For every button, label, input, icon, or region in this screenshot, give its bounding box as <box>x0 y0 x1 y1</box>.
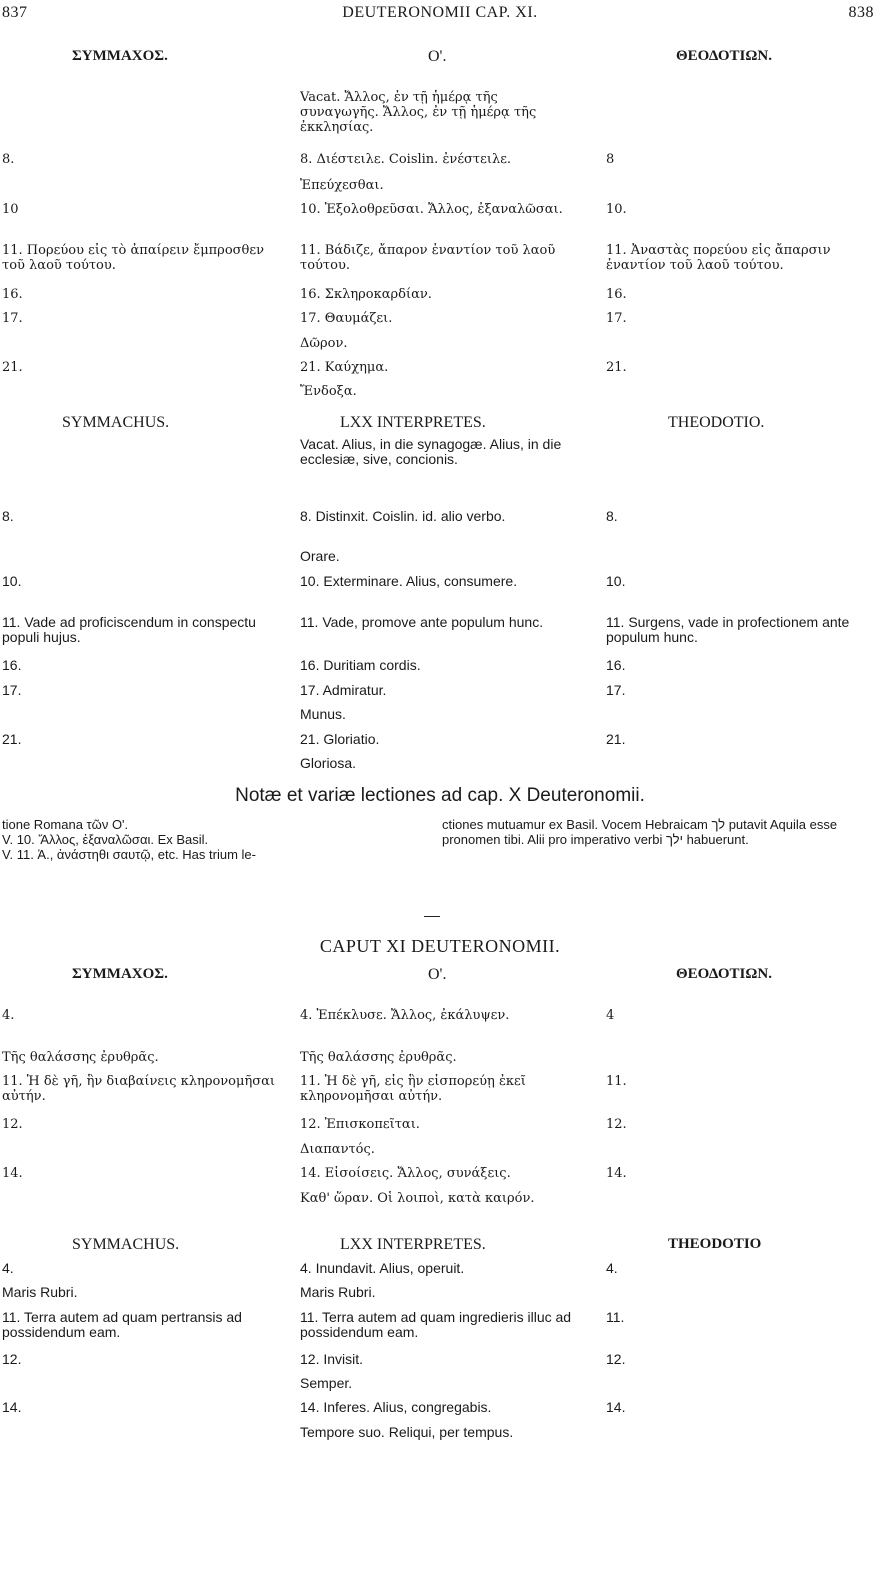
lxx-cell: 4. Inundavit. Alius, operuit. <box>300 1260 465 1276</box>
symmachus-cell: 8. <box>2 152 15 167</box>
theodotion-cell: 12. <box>606 1351 626 1367</box>
symmachus-cell: Τῆς θαλάσσης ἐρυθρᾶς. <box>2 1050 159 1065</box>
lxx-cell: 16. Σκληροκαρδίαν. <box>300 287 432 302</box>
notes-left-column: tione Romana τῶν Ο'. V. 10. Ἄλλος, ἐξαναλῶσαι. Ex Basil. V. 11. Ἀ., ἀνάστηθι σαυτῷ, etc. Has trium le- <box>2 817 256 862</box>
theodotion-cell: 4 <box>606 1008 615 1023</box>
symmachus-cell: 11. Vade ad proficiscendum in conspectu populi hujus. <box>2 614 256 645</box>
lxx-cell: 17. Θαυμάζει. <box>300 311 393 326</box>
symmachus-cell: 17. <box>2 682 22 698</box>
caput-title: CAPUT XI DEUTERONOMII. <box>319 936 561 956</box>
symmachus-cell: 17. <box>2 311 23 326</box>
theodotion-cell: 10. <box>606 202 627 217</box>
symmachus-cell: 4. <box>2 1008 15 1023</box>
symmachus-cell: 11. Ἡ δὲ γῆ, ἣν διαβαίνεις κληρονομῆσαι αὐτήν. <box>2 1074 275 1104</box>
symmachus-cell: 8. <box>2 508 14 524</box>
symmachus-cell: 11. Terra autem ad quam pertransis ad possidendum eam. <box>2 1309 242 1340</box>
theodotion-cell: 14. <box>606 1166 627 1181</box>
lxx-cell: Τῆς θαλάσσης ἐρυθρᾶς. <box>300 1050 457 1065</box>
notes-title: Notæ et variæ lectiones ad cap. X Deuteronomii. <box>235 785 645 806</box>
col-head-lxx-latin-xi: LXX INTERPRETES. <box>340 1236 486 1253</box>
theodotion-cell: 14. <box>606 1399 626 1415</box>
lxx-cell: 21. Καύχημα. <box>300 360 389 375</box>
col-head-symmachus-greek-xi: ΣΥΜΜΑΧΟΣ. <box>72 966 168 982</box>
lxx-cell: Tempore suo. Reliqui, per tempus. <box>300 1424 514 1440</box>
symmachus-cell: 11. Πορεύου εἰς τὸ ἀπαίρειν ἔμπροσθεν τοῦ λαοῦ τούτου. <box>2 243 264 273</box>
symmachus-cell: 16. <box>2 657 22 673</box>
lxx-cell: Semper. <box>300 1375 353 1391</box>
lxx-cell: 10. Exterminare. Alius, consumere. <box>300 573 518 589</box>
lxx-cell: 11. Vade, promove ante populum hunc. <box>300 614 544 630</box>
lxx-cell: Vacat. Alius, in die synagogæ. Alius, in die ecclesiæ, sive, concionis. <box>300 436 562 467</box>
lxx-cell: 14. Inferes. Alius, congregabis. <box>300 1399 492 1415</box>
page-number-left: 837 <box>2 4 28 21</box>
lxx-cell: 11. Ἡ δὲ γῆ, εἰς ἣν εἰσπορεύῃ ἐκεῖ κληρονομῆσαι αὐτήν. <box>300 1074 526 1104</box>
col-head-symmachus-latin: SYMMACHUS. <box>62 414 170 431</box>
lxx-cell: Ἔνδοξα. <box>300 384 357 399</box>
theodotion-cell: 11. <box>606 1074 627 1089</box>
col-head-symmachus-greek: ΣΥΜΜΑΧΟΣ. <box>72 48 168 64</box>
lxx-cell: 4. Ἐπέκλυσε. Ἄλλος, ἐκάλυψεν. <box>300 1008 510 1023</box>
theodotion-cell: 21. <box>606 360 627 375</box>
lxx-cell: 12. Invisit. <box>300 1351 364 1367</box>
symmachus-cell: 12. <box>2 1351 22 1367</box>
lxx-cell: 12. Ἐπισκοπεῖται. <box>300 1117 420 1132</box>
col-head-theodotio-latin-xi: THEODOTIO <box>668 1236 762 1252</box>
notes-right-column: ctiones mutuamur ex Basil. Vocem Hebraicam לך putavit Aquila esse pronomen tibi. Alii pro imperativo verbi ילך habuerunt. <box>442 817 838 847</box>
theodotion-cell: 11. Ἀναστὰς πορεύου εἰς ἄπαρσιν ἐναντίον τοῦ λαοῦ τούτου. <box>606 243 831 273</box>
lxx-cell: 16. Duritiam cordis. <box>300 657 421 673</box>
symmachus-cell: 12. <box>2 1117 23 1132</box>
lxx-cell: 11. Βάδιζε, ἄπαρον ἐναντίον τοῦ λαοῦ τούτου. <box>300 243 556 273</box>
col-head-symmachus-latin-xi: SYMMACHUS. <box>72 1236 180 1253</box>
theodotion-cell: 11. Surgens, vade in profectionem ante populum hunc. <box>606 614 850 645</box>
lxx-cell: Gloriosa. <box>300 755 357 771</box>
lxx-cell: Ἐπεύχεσθαι. <box>300 178 384 193</box>
lxx-cell: 14. Εἰσοίσεις. Ἄλλος, συνάξεις. <box>300 1166 511 1181</box>
theodotion-cell: 4. <box>606 1260 618 1276</box>
lxx-cell: Orare. <box>300 548 340 564</box>
col-head-lxx-greek-xi: Ο'. <box>428 966 447 983</box>
theodotion-cell: 8. <box>606 508 618 524</box>
symmachus-cell: 10. <box>2 573 22 589</box>
theodotion-cell: 16. <box>606 287 627 302</box>
symmachus-cell: Maris Rubri. <box>2 1284 78 1300</box>
symmachus-cell: 21. <box>2 360 23 375</box>
lxx-cell: 11. Terra autem ad quam ingredieris illuc ad possidendum eam. <box>300 1309 572 1340</box>
col-head-lxx-latin: LXX INTERPRETES. <box>340 414 486 431</box>
lxx-cell: Διαπαντός. <box>300 1142 375 1157</box>
lxx-cell: 10. Ἐξολοθρεῦσαι. Ἄλλος, ἐξαναλῶσαι. <box>300 202 563 217</box>
symmachus-cell: 16. <box>2 287 23 302</box>
symmachus-cell: 14. <box>2 1399 22 1415</box>
lxx-cell: 8. Διέστειλε. Coislin. ἐνέστειλε. <box>300 152 512 167</box>
theodotion-cell: 11. <box>606 1309 625 1325</box>
theodotion-cell: 8 <box>606 152 615 167</box>
col-head-lxx-greek: Ο'. <box>428 48 447 65</box>
lxx-cell: 21. Gloriatio. <box>300 731 380 747</box>
lxx-cell: Καθ' ὥραν. Οἱ λοιποὶ, κατὰ καιρόν. <box>300 1191 535 1206</box>
col-head-theodotion-greek: ΘΕΟΔΟΤΙΩΝ. <box>676 48 772 64</box>
theodotion-cell: 10. <box>606 573 626 589</box>
theodotion-cell: 16. <box>606 657 626 673</box>
symmachus-cell: 21. <box>2 731 22 747</box>
col-head-theodotion-greek-xi: ΘΕΟΔΟΤΙΩΝ. <box>676 966 772 982</box>
lxx-cell: Δῶρον. <box>300 336 348 351</box>
page-number-right: 838 <box>848 4 874 21</box>
symmachus-cell: 4. <box>2 1260 14 1276</box>
symmachus-cell: 14. <box>2 1166 23 1181</box>
col-head-theodotio-latin: THEODOTIO. <box>668 414 765 431</box>
running-title: DEUTERONOMII CAP. XI. <box>342 4 538 21</box>
section-divider <box>424 916 440 917</box>
lxx-cell: Munus. <box>300 706 346 722</box>
lxx-cell: 17. Admiratur. <box>300 682 387 698</box>
symmachus-cell: 10 <box>2 202 19 217</box>
lxx-cell: Vacat. Ἄλλος, ἐν τῇ ἡμέρᾳ τῆς συναγωγῆς. Ἄλλος, ἐν τῇ ἡμέρᾳ τῆς ἐκκλησίας. <box>300 90 537 135</box>
lxx-cell: 8. Distinxit. Coislin. id. alio verbo. <box>300 508 506 524</box>
theodotion-cell: 17. <box>606 682 626 698</box>
theodotion-cell: 17. <box>606 311 627 326</box>
theodotion-cell: 12. <box>606 1117 627 1132</box>
lxx-cell: Maris Rubri. <box>300 1284 376 1300</box>
theodotion-cell: 21. <box>606 731 626 747</box>
